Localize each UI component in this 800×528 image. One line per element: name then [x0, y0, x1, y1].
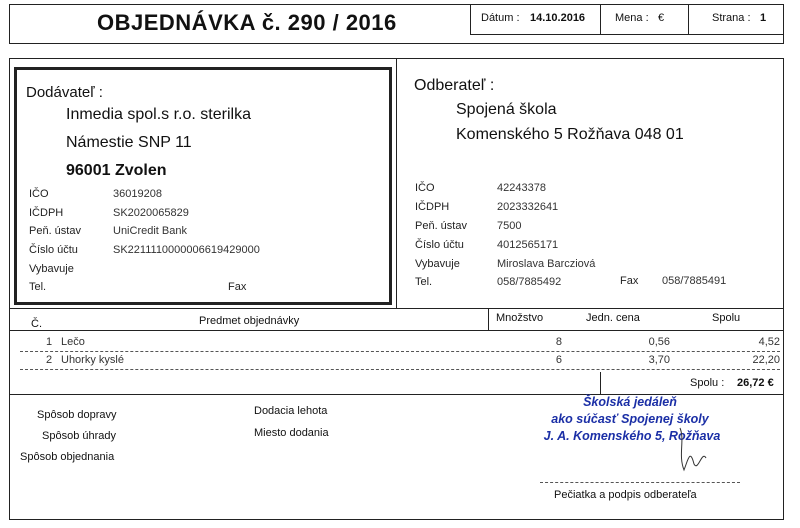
- delivery-place-label: Miesto dodania: [254, 427, 329, 439]
- stamp-line-3: J. A. Komenského 5, Rožňava: [543, 429, 721, 443]
- transport-label: Spôsob dopravy: [37, 409, 117, 421]
- delivery-time-label: Dodacia lehota: [254, 405, 328, 417]
- supplier-city: 96001 Zvolen: [66, 162, 167, 179]
- signature-line: [540, 482, 740, 483]
- supplier-street: Námestie SNP 11: [66, 134, 192, 151]
- party-divider: [396, 58, 397, 308]
- item-unit-price: 0,56: [648, 336, 670, 348]
- item-no: 2: [46, 354, 53, 366]
- sum-label: Spolu :: [690, 377, 725, 389]
- col-header-subject: Predmet objednávky: [199, 315, 300, 327]
- customer-fax-value: 058/7885491: [662, 275, 727, 287]
- page-label: Strana :: [712, 12, 751, 24]
- item-qty: 6: [555, 354, 562, 366]
- customer-field-value: 7500: [497, 220, 522, 232]
- item-no: 1: [46, 336, 53, 348]
- item-name: Uhorky kyslé: [61, 354, 124, 366]
- item-total: 4,52: [758, 336, 780, 348]
- currency-label: Mena :: [615, 12, 649, 24]
- date-label: Dátum :: [481, 12, 520, 24]
- col-header-unit-price: Jedn. cena: [586, 312, 640, 324]
- sum-divider: [600, 372, 601, 394]
- header-divider: [688, 4, 689, 34]
- item-name: Lečo: [61, 336, 85, 348]
- col-header-no: Č.: [31, 318, 42, 330]
- supplier-field-value: SK2211110000006619429000: [113, 244, 260, 256]
- signature-caption: Pečiatka a podpis odberateľa: [554, 489, 697, 501]
- supplier-name: Inmedia spol.s r.o. sterilka: [66, 106, 251, 123]
- customer-field-value: 2023332641: [497, 201, 559, 213]
- customer-field-value: 4012565171: [497, 239, 559, 251]
- header-underline: [470, 34, 784, 35]
- payment-label: Spôsob úhrady: [42, 430, 116, 442]
- item-qty: 8: [555, 336, 562, 348]
- item-total: 22,20: [752, 354, 780, 366]
- customer-field-label: IČO: [415, 182, 435, 194]
- col-header-qty: Množstvo: [496, 312, 544, 324]
- customer-field-value: 058/7885492: [497, 276, 562, 288]
- order-method-label: Spôsob objednania: [20, 451, 115, 463]
- currency-value: €: [658, 12, 665, 24]
- item-unit-price: 3,70: [648, 354, 670, 366]
- customer-field-label: Vybavuje: [415, 258, 460, 270]
- customer-field-label: IČDPH: [415, 201, 450, 213]
- table-header-line: [9, 330, 784, 331]
- customer-name: Spojená škola: [456, 101, 557, 118]
- supplier-field-label: Tel.: [29, 281, 47, 293]
- table-top-line: [9, 308, 784, 309]
- page-value: 1: [760, 12, 767, 24]
- supplier-fax-label: Fax: [228, 281, 247, 293]
- stamp-line-1: Školská jedáleň: [583, 395, 677, 409]
- supplier-field-label: IČO: [29, 188, 49, 200]
- customer-fax-label: Fax: [620, 275, 639, 287]
- date-value: 14.10.2016: [530, 12, 586, 24]
- supplier-field-value: UniCredit Bank: [113, 225, 187, 237]
- supplier-field-label: IČDPH: [29, 207, 64, 219]
- header-divider: [600, 4, 601, 34]
- supplier-field-label: Peň. ústav: [29, 225, 81, 237]
- document-title: OBJEDNÁVKA č. 290 / 2016: [97, 10, 397, 35]
- stamp-line-2: ako súčasť Spojenej školy: [551, 412, 709, 426]
- customer-field-label: Tel.: [415, 276, 433, 288]
- supplier-heading: Dodávateľ :: [26, 84, 103, 101]
- customer-field-value: 42243378: [497, 182, 546, 194]
- supplier-field-label: Vybavuje: [29, 263, 74, 275]
- customer-heading: Odberateľ :: [414, 77, 495, 94]
- customer-address: Komenského 5 Rožňava 048 01: [456, 126, 684, 143]
- table-col-divider: [488, 308, 489, 330]
- supplier-field-value: 36019208: [113, 188, 162, 200]
- supplier-field-value: SK2020065829: [113, 207, 189, 219]
- sum-value: 26,72 €: [737, 377, 774, 389]
- col-header-total: Spolu: [712, 312, 741, 324]
- customer-field-label: Číslo účtu: [415, 239, 464, 251]
- item-row-rule: [20, 369, 780, 370]
- item-row-rule: [20, 351, 780, 352]
- customer-field-label: Peň. ústav: [415, 220, 467, 232]
- header-divider: [470, 4, 471, 34]
- signature-scribble: [660, 420, 730, 480]
- supplier-field-label: Číslo účtu: [29, 244, 78, 256]
- customer-field-value: Miroslava Barcziová: [497, 258, 596, 270]
